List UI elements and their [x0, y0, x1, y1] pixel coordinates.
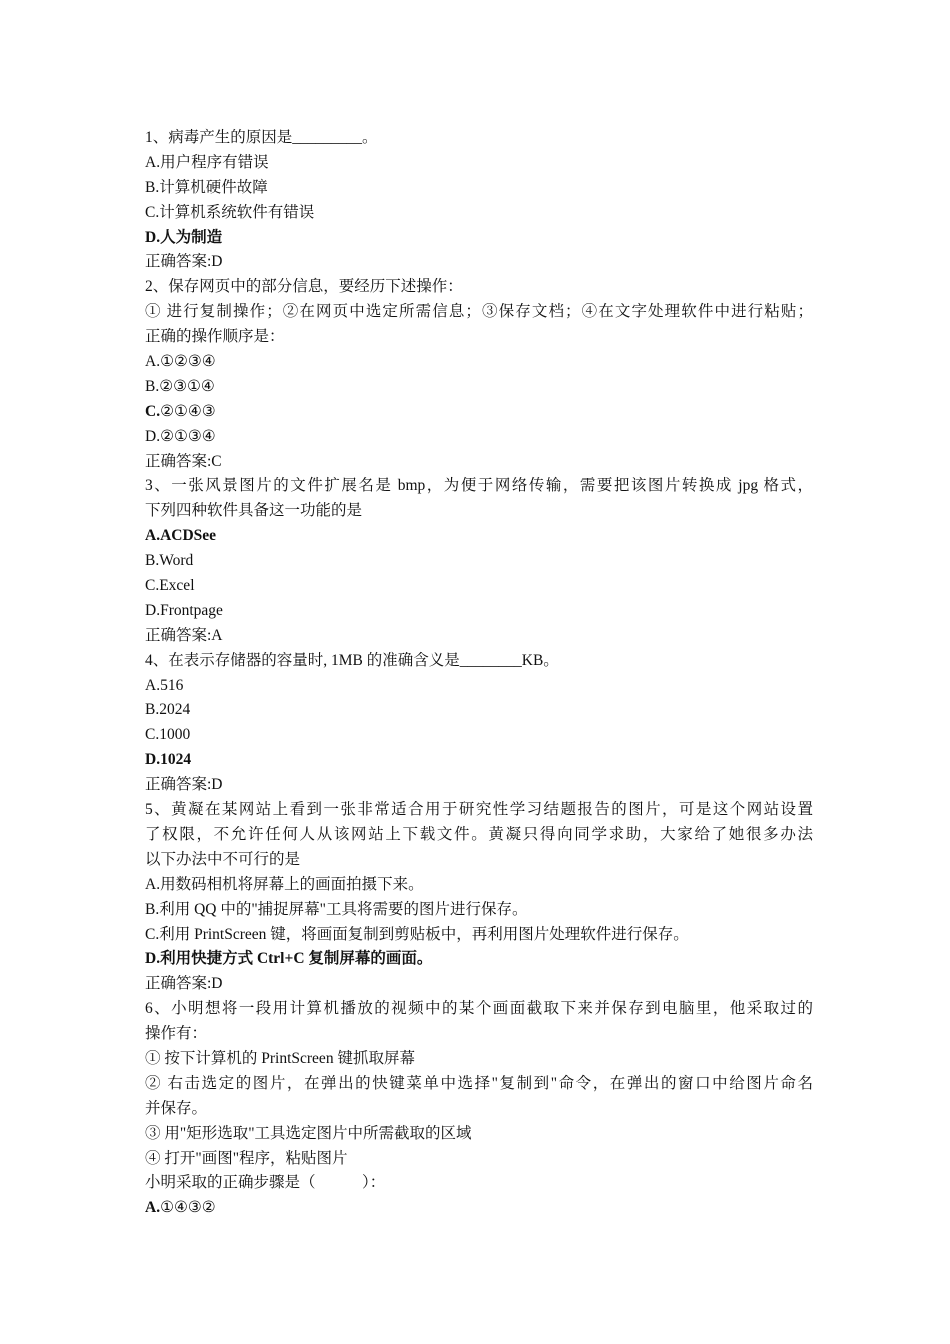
option-c-text: ②①④③ [160, 402, 216, 420]
option-a-prefix: A. [145, 1199, 161, 1217]
step-2: ② 右击选定的图片，在弹出的快键菜单中选择"复制到"命令，在弹出的窗口中给图片命名 [145, 1074, 813, 1092]
step-4: ④ 打开"画图"程序，粘贴图片 [145, 1149, 348, 1167]
question-2-steps: ① 进行复制操作；②在网页中选定所需信息；③保存文档；④在文字处理软件中进行粘贴； [145, 303, 813, 321]
option-a-correct [145, 1196, 813, 1221]
answer-1: 正确答案:D [145, 253, 223, 271]
question-1: 1、病毒产生的原因是_________。 [145, 129, 378, 146]
quiz-content [145, 126, 813, 1221]
question-2-prompt: 正确的操作顺序是： [145, 328, 285, 346]
option-c: C.利用 PrintScreen 键，将画面复制到剪贴板中，再利用图片处理软件进行保存。 [145, 925, 689, 943]
option-a: A.①②③④ [145, 353, 216, 371]
option-b: B.Word [145, 552, 194, 570]
option-a-text: ①④③② [160, 1199, 216, 1217]
option-d: D.Frontpage [145, 601, 223, 619]
answer-2: 正确答案:C [145, 452, 222, 470]
question-3: 3、一张风景图片的文件扩展名是 bmp，为便于网络传输，需要把该图片转换成 jpg 格式， [145, 477, 813, 495]
answer-3: 正确答案:A [145, 626, 223, 644]
question-6-prompt: 小明采取的正确步骤是（ ）： [145, 1174, 386, 1192]
option-c-prefix: C. [145, 402, 161, 420]
option-a: A.用数码相机将屏幕上的画面拍摄下来。 [145, 875, 424, 893]
question-3-cont: 下列四种软件具备这一功能的是 [145, 502, 363, 520]
option-d-correct: D.人为制造 [145, 228, 223, 246]
answer-5: 正确答案:D [145, 975, 223, 993]
option-b: B.2024 [145, 701, 191, 719]
option-b: B.计算机硬件故障 [145, 178, 268, 196]
option-b: B.②③①④ [145, 377, 215, 395]
option-c-correct [145, 400, 813, 425]
step-2-cont: 并保存。 [145, 1099, 208, 1117]
answer-4: 正确答案:D [145, 776, 223, 794]
question-4: 4、在表示存储器的容量时, 1MB 的准确含义是________KB。 [145, 651, 559, 669]
question-2: 2、保存网页中的部分信息，要经历下述操作： [145, 278, 463, 296]
question-6: 6、小明想将一段用计算机播放的视频中的某个画面截取下来并保存到电脑里，他采取过的 [145, 1000, 813, 1018]
question-5: 5、黄凝在某网站上看到一张非常适合用于研究性学习结题报告的图片，可是这个网站设置 [145, 801, 813, 819]
option-c: C.Excel [145, 577, 195, 595]
step-1: ① 按下计算机的 PrintScreen 键抓取屏幕 [145, 1049, 415, 1067]
option-d-correct: D.1024 [145, 751, 192, 769]
question-6-cont: 操作有： [145, 1025, 208, 1043]
option-a: A.516 [145, 676, 184, 694]
question-5-cont: 了权限，不允许任何人从该网站上下载文件。黄凝只得向同学求助，大家给了她很多办法 [145, 825, 813, 843]
option-b: B.利用 QQ 中的"捕捉屏幕"工具将需要的图片进行保存。 [145, 900, 528, 918]
option-c: C.计算机系统软件有错误 [145, 203, 315, 221]
option-d-correct: D.利用快捷方式 Ctrl+C 复制屏幕的画面。 [145, 950, 433, 968]
question-5-prompt: 以下办法中不可行的是 [145, 850, 301, 868]
option-a-correct: A.ACDSee [145, 527, 217, 545]
option-d: D.②①③④ [145, 427, 216, 445]
option-a: A.用户程序有错误 [145, 153, 269, 171]
step-3: ③ 用"矩形选取"工具选定图片中所需截取的区域 [145, 1124, 472, 1142]
option-c: C.1000 [145, 726, 191, 744]
